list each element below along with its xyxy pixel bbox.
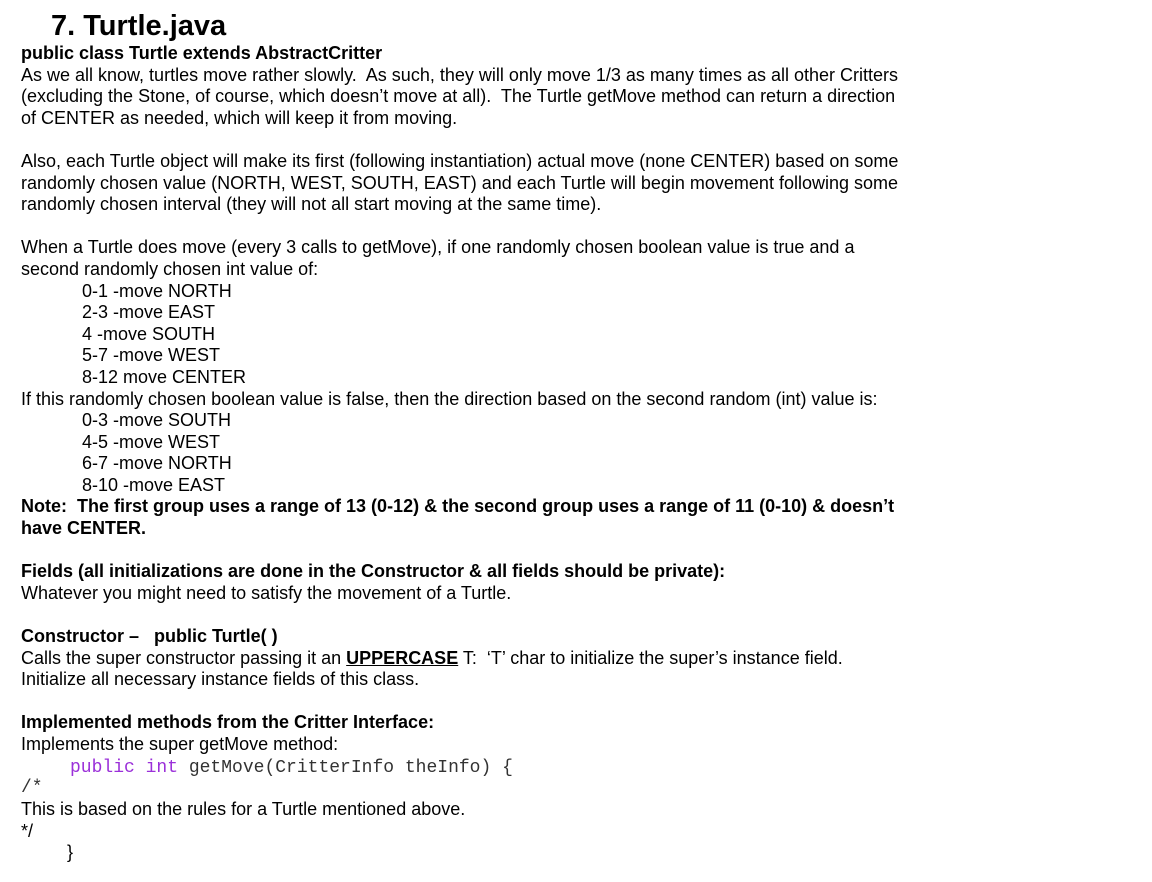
comment-close: */ <box>21 820 34 841</box>
class-declaration: public class Turtle extends AbstractCritter <box>21 43 383 63</box>
constructor-heading: Constructor – public Turtle( ) <box>21 626 278 647</box>
para-line: randomly chosen interval (they will not all start moving at the same time). <box>21 194 602 215</box>
para-line: Also, each Turtle object will make its first (following instantiation) actual move (none CENTER) based on some <box>21 150 899 171</box>
methods-heading: Implemented methods from the Critter Interface: <box>21 712 435 733</box>
constructor-text: Calls the super constructor passing it an <box>21 647 347 668</box>
rule-item: 6-7 -move NORTH <box>82 453 232 474</box>
rule-item: 0-1 -move NORTH <box>82 280 232 301</box>
code-text: getMove(CritterInfo theInfo) { <box>178 757 513 778</box>
rule-item: 8-10 -move EAST <box>82 474 226 495</box>
close-brace: } <box>67 842 74 863</box>
rule-item: 2-3 -move EAST <box>82 302 216 323</box>
document <box>21 9 1141 864</box>
constructor-line <box>21 648 1141 670</box>
uppercase-emphasis: UPPERCASE <box>346 647 459 668</box>
para-line: randomly chosen value (NORTH, WEST, SOUTH, EAST) and each Turtle will begin movement following some <box>21 172 898 193</box>
section-title: 7. Turtle.java <box>51 10 227 42</box>
rule-item: 8-12 move CENTER <box>82 366 247 387</box>
rule-item: 0-3 -move SOUTH <box>82 410 232 431</box>
intro-line: As we all know, turtles move rather slowly. As such, they will only move 1/3 as many times as all other Critters <box>21 64 898 85</box>
code-keyword: public <box>70 757 135 778</box>
false-intro: If this randomly chosen boolean value is false, then the direction based on the second random (int) value is: <box>21 388 878 409</box>
note-line: have CENTER. <box>21 518 147 539</box>
intro-line: of CENTER as needed, which will keep it from moving. <box>21 107 458 128</box>
code-keyword: int <box>145 757 179 778</box>
intro-line: (excluding the Stone, of course, which doesn’t move at all). The Turtle getMove method can return a direction <box>21 86 896 107</box>
comment-open: /* <box>21 777 43 798</box>
rule-item: 4-5 -move WEST <box>82 431 221 452</box>
fields-text: Whatever you might need to satisfy the movement of a Turtle. <box>21 582 512 603</box>
note-line: Note: The first group uses a range of 13 (0-12) & the second group uses a range of 11 (0-10) & doesn’t <box>21 496 895 517</box>
constructor-text: T: ‘T’ char to initialize the super’s instance field. <box>458 647 843 668</box>
para-line: second randomly chosen int value of: <box>21 258 319 279</box>
code-signature <box>21 756 1141 778</box>
rule-item: 5-7 -move WEST <box>82 345 221 366</box>
rule-item: 4 -move SOUTH <box>82 323 216 344</box>
constructor-line: Initialize all necessary instance fields of this class. <box>21 669 420 690</box>
para-line: When a Turtle does move (every 3 calls to getMove), if one randomly chosen boolean value is true and a <box>21 237 855 258</box>
comment-text: This is based on the rules for a Turtle mentioned above. <box>21 799 466 820</box>
fields-heading: Fields (all initializations are done in the Constructor & all fields should be private): <box>21 561 726 582</box>
methods-text: Implements the super getMove method: <box>21 734 339 754</box>
